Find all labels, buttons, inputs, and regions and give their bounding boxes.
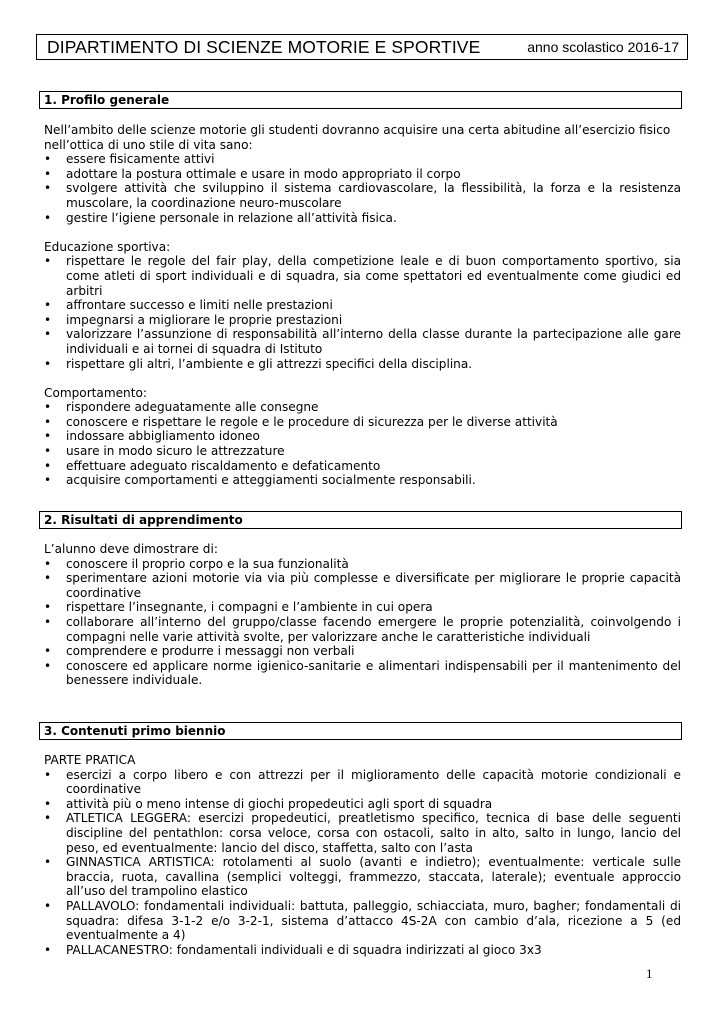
list-item-text: collaborare all’interno del gruppo/classe facendo emergere le proprie potenzialità, coinvolgendo i compagni nelle varie attività svolte, per valorizzare anche le caratteristiche individuali bbox=[66, 614, 681, 644]
list-item bbox=[44, 181, 681, 210]
department-title: DIPARTIMENTO DI SCIENZE MOTORIE E SPORTIVE bbox=[47, 36, 481, 57]
bullet-icon: • bbox=[44, 600, 52, 615]
list-item-text: indossare abbigliamento idoneo bbox=[66, 429, 260, 444]
section-heading-1: 1. Profilo generale bbox=[39, 91, 682, 109]
list-item bbox=[44, 855, 681, 899]
list-item-text: acquisire comportamenti e atteggiamenti socialmente responsabili. bbox=[66, 473, 476, 488]
list-item bbox=[44, 313, 681, 328]
list-item bbox=[44, 415, 681, 430]
list-item-text: valorizzare l’assunzione di responsabilità all’interno della classe durante la partecipazione alle gare individuali e ai tornei di squadra di Istituto bbox=[66, 327, 681, 356]
list-item-text: essere fisicamente attivi bbox=[66, 152, 215, 167]
list-item bbox=[44, 254, 681, 298]
list-item bbox=[44, 571, 681, 600]
section-2-intro: L’alunno deve dimostrare di: bbox=[44, 542, 218, 556]
bullet-icon: • bbox=[44, 312, 52, 327]
bullet-icon: • bbox=[44, 942, 52, 957]
list-item bbox=[44, 167, 681, 182]
list-item-text: GINNASTICA ARTISTICA: rotolamenti al suolo (avanti e indietro); eventualmente: verticale sulle braccia, ruota, cavallina (semplici volteggi, frammezzo, staccata, laterale); eventuale approccio all’uso del trampolino elastico bbox=[66, 855, 681, 899]
bullet-icon: • bbox=[44, 356, 52, 371]
list-item-text: rispettare gli altri, l’ambiente e gli attrezzi specifici della disciplina. bbox=[66, 356, 473, 371]
list-item-text: rispettare l’insegnante, i compagni e l’ambiente in cui opera bbox=[66, 600, 433, 615]
bullet-icon: • bbox=[44, 473, 52, 488]
section-3-body bbox=[44, 753, 681, 957]
list-item-text: affrontare successo e limiti nelle prestazioni bbox=[66, 298, 333, 313]
section-2-body bbox=[44, 542, 681, 688]
behaviour-label: Comportamento: bbox=[44, 385, 147, 400]
list-item bbox=[44, 211, 681, 226]
bullet-icon: • bbox=[44, 429, 52, 444]
bullet-icon: • bbox=[44, 796, 52, 811]
list-item-text: usare in modo sicuro le attrezzature bbox=[66, 444, 285, 459]
list-item-text: adottare la postura ottimale e usare in modo appropriato il corpo bbox=[66, 166, 461, 181]
list-item-text: PALLAVOLO: fondamentali individuali: battuta, palleggio, schiacciata, muro, bagher; fondamentali di squadra: difesa 3-1-2 e/o 3-2-1, sistema d’attacco 4S-2A con cambio d’ala, ricezione a 5 (ed eventualmente a 4) bbox=[66, 898, 681, 943]
sport-education-label: Educazione sportiva: bbox=[44, 239, 171, 254]
list-item-text: rispettare le regole del fair play, della competizione leale e di buon comportamento sportivo, sia come atleti di sport individuali e di squadra, sia come spettatori ed eventualmente come giudici ed arbitri bbox=[66, 254, 681, 298]
list-item bbox=[44, 152, 681, 167]
list-item bbox=[44, 615, 681, 644]
list-item bbox=[44, 811, 681, 855]
school-year: anno scolastico 2016-17 bbox=[527, 39, 679, 55]
bullet-icon: • bbox=[44, 327, 52, 342]
section-heading-2: 2. Risultati di apprendimento bbox=[39, 511, 682, 529]
section-heading-3: 3. Contenuti primo biennio bbox=[39, 722, 682, 740]
bullet-icon: • bbox=[44, 571, 52, 586]
list-item bbox=[44, 429, 681, 444]
list-item bbox=[44, 644, 681, 659]
bullet-icon: • bbox=[44, 898, 52, 913]
bullet-icon: • bbox=[44, 458, 52, 473]
bullet-icon: • bbox=[44, 556, 52, 571]
page-number: 1 bbox=[646, 966, 653, 981]
bullet-icon: • bbox=[44, 210, 52, 225]
list-item-text: PALLACANESTRO: fondamentali individuali e di squadra indirizzati al gioco 3x3 bbox=[66, 942, 542, 957]
section-3-list bbox=[44, 768, 681, 958]
section-2-list bbox=[44, 557, 681, 688]
section-1-body bbox=[44, 123, 681, 488]
list-item-text: svolgere attività che sviluppino il sistema cardiovascolare, la flessibilità, la forza e la resistenza muscolare, la coordinazione neuro-muscolare bbox=[66, 181, 681, 210]
list-item-text: attività più o meno intense di giochi propedeutici agli sport di squadra bbox=[66, 796, 493, 811]
bullet-icon: • bbox=[44, 152, 52, 167]
bullet-icon: • bbox=[44, 414, 52, 429]
document-header bbox=[36, 34, 688, 60]
bullet-icon: • bbox=[44, 855, 52, 870]
bullet-icon: • bbox=[44, 644, 52, 659]
section-1-intro: Nell’ambito delle scienze motorie gli studenti dovranno acquisire una certa abitudine all’esercizio fisico nell’ottica di uno stile di vita sano: bbox=[44, 123, 671, 152]
bullet-icon: • bbox=[44, 811, 52, 826]
list-item bbox=[44, 899, 681, 943]
list-item-text: conoscere ed applicare norme igienico-sanitarie e alimentari indispensabili per il mantenimento del benessere individuale. bbox=[66, 658, 681, 688]
bullet-icon: • bbox=[44, 614, 52, 629]
list-item bbox=[44, 659, 681, 688]
section-1-list-c bbox=[44, 400, 681, 488]
list-item bbox=[44, 444, 681, 459]
list-item bbox=[44, 327, 681, 356]
list-item bbox=[44, 943, 681, 958]
bullet-icon: • bbox=[44, 444, 52, 459]
list-item-text: conoscere il proprio corpo e la sua funzionalità bbox=[66, 556, 349, 571]
section-1-list-b bbox=[44, 254, 681, 371]
list-item-text: conoscere e rispettare le regole e le procedure di sicurezza per le diverse attività bbox=[66, 414, 558, 429]
practical-part-label: PARTE PRATICA bbox=[44, 753, 136, 767]
list-item-text: impegnarsi a migliorare le proprie prestazioni bbox=[66, 312, 343, 327]
list-item bbox=[44, 557, 681, 572]
list-item-text: sperimentare azioni motorie via via più complesse e diversificate per migliorare le proprie capacità coordinative bbox=[66, 571, 681, 600]
list-item-text: effettuare adeguato riscaldamento e defaticamento bbox=[66, 458, 381, 473]
list-item-text: esercizi a corpo libero e con attrezzi per il miglioramento delle capacità motorie condizionali e coordinative bbox=[66, 767, 681, 797]
list-item bbox=[44, 473, 681, 488]
list-item-text: comprendere e produrre i messaggi non verbali bbox=[66, 644, 355, 659]
section-1-list-a bbox=[44, 152, 681, 225]
list-item bbox=[44, 797, 681, 812]
list-item-text: rispondere adeguatamente alle consegne bbox=[66, 400, 319, 415]
bullet-icon: • bbox=[44, 400, 52, 415]
list-item-text: ATLETICA LEGGERA: esercizi propedeutici, preatletismo specifico, tecnica di base delle seguenti discipline del pentathlon: corsa veloce, corsa con ostacoli, salto in alto, salto in lungo, lancio del peso, ed eventualmente: lancio del disco, staffetta, salto con l’asta bbox=[66, 811, 681, 855]
bullet-icon: • bbox=[44, 767, 52, 782]
list-item bbox=[44, 459, 681, 474]
bullet-icon: • bbox=[44, 298, 52, 313]
bullet-icon: • bbox=[44, 181, 52, 196]
bullet-icon: • bbox=[44, 254, 52, 269]
list-item bbox=[44, 600, 681, 615]
list-item bbox=[44, 768, 681, 797]
list-item bbox=[44, 400, 681, 415]
list-item bbox=[44, 298, 681, 313]
bullet-icon: • bbox=[44, 166, 52, 181]
list-item bbox=[44, 357, 681, 372]
bullet-icon: • bbox=[44, 658, 52, 673]
list-item-text: gestire l’igiene personale in relazione all’attività fisica. bbox=[66, 210, 397, 225]
